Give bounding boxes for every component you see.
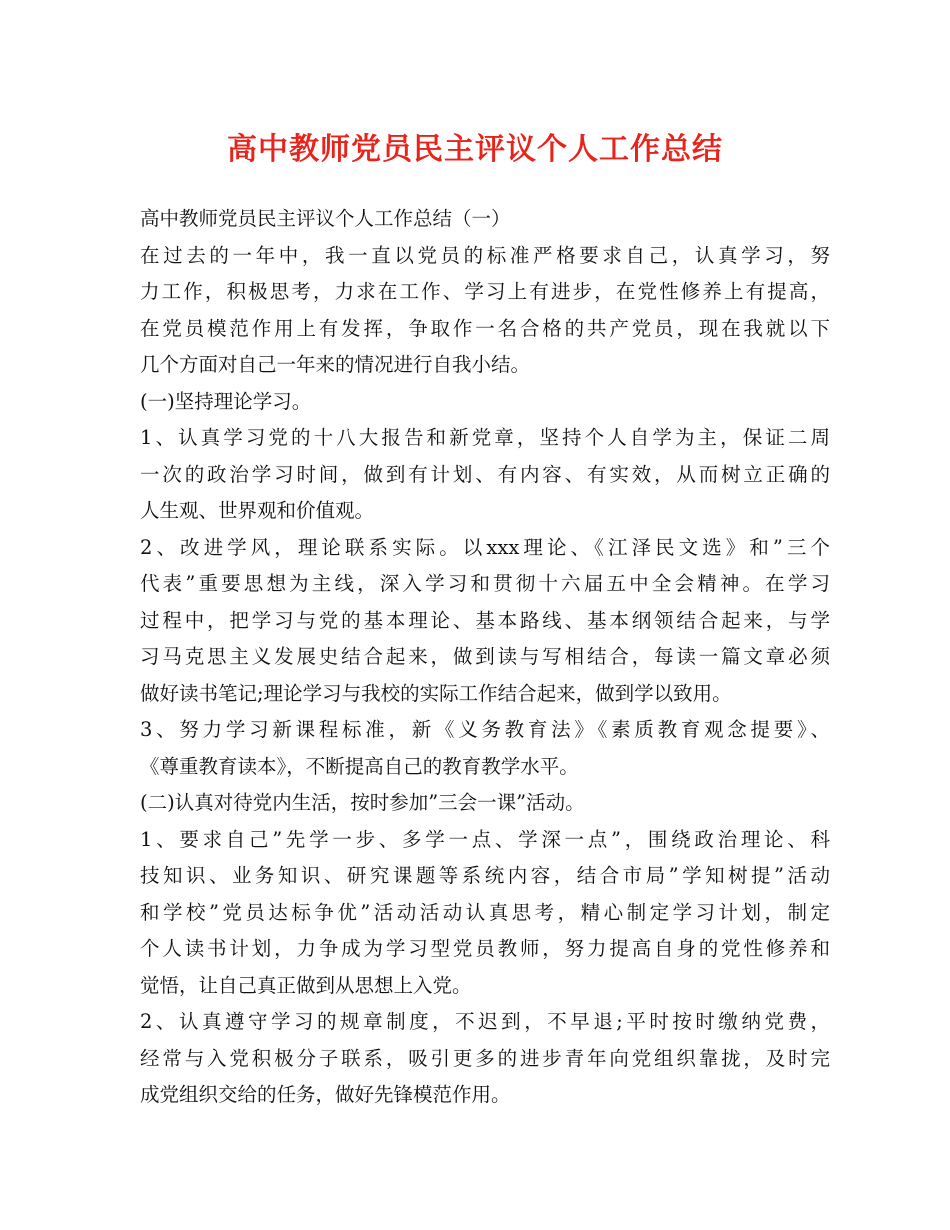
text-line: 在过去的一年中，我一直以党员的标准严格要求自己，认真学习，努 xyxy=(140,243,830,267)
text-line: (一)坚持理论学习。 xyxy=(140,389,312,413)
text-line: 在党员模范作用上有发挥，争取作一名合格的共产党员，现在我就以下 xyxy=(140,316,830,340)
text-line: 1、认真学习党的十八大报告和新党章，坚持个人自学为主，保证二周 xyxy=(140,426,830,449)
text-line: 做好读书笔记;理论学习与我校的实际工作结合起来，做到学以致用。 xyxy=(140,681,732,705)
text-line: 2、改进学风，理论联系实际。以xxx理论、《江泽民文选》和”三个 xyxy=(140,535,830,559)
text-line: 《尊重教育读本》，不断提高自己的教育教学水平。 xyxy=(140,754,579,778)
text-line: 高中教师党员民主评议个人工作总结（一） xyxy=(140,207,511,230)
text-line: 代表”重要思想为主线，深入学习和贯彻十六届五中全会精神。在学习 xyxy=(140,572,830,595)
text-line: 觉悟，让自己真正做到从思想上入党。 xyxy=(140,973,472,997)
text-line: 经常与入党积极分子联系，吸引更多的进步青年向党组织靠拢，及时完 xyxy=(140,1046,830,1070)
text-line: 一次的政治学习时间，做到有计划、有内容、有实效，从而树立正确的 xyxy=(140,462,830,486)
text-line: 成党组织交给的任务，做好先锋模范作用。 xyxy=(140,1083,511,1106)
document-body xyxy=(140,201,830,1114)
text-line: 几个方面对自己一年来的情况进行自我小结。 xyxy=(140,353,531,376)
document-title: 高中教师党员民主评议个人工作总结 xyxy=(227,132,723,167)
text-line: 力工作，积极思考，力求在工作、学习上有进步，在党性修养上有提高， xyxy=(140,280,830,303)
text-line: 和学校”党员达标争优”活动活动认真思考，精心制定学习计划，制定 xyxy=(140,900,830,924)
text-line: 3、努力学习新课程标准，新《义务教育法》《素质教育观念提要》、 xyxy=(140,718,830,741)
text-line: 人生观、世界观和价值观。 xyxy=(140,499,375,522)
text-line: 技知识、业务知识、研究课题等系统内容，结合市局”学知树提”活动 xyxy=(140,864,830,887)
text-line: (二)认真对待党内生活，按时参加”三会一课”活动。 xyxy=(140,791,585,814)
text-line: 过程中，把学习与党的基本理论、基本路线、基本纲领结合起来，与学 xyxy=(140,608,830,632)
text-line: 个人读书计划，力争成为学习型党员教师，努力提高自身的党性修养和 xyxy=(140,937,830,960)
text-line: 习马克思主义发展史结合起来，做到读与写相结合，每读一篇文章必须 xyxy=(140,645,830,668)
text-line: 2、认真遵守学习的规章制度，不迟到，不早退;平时按时缴纳党费， xyxy=(140,1010,830,1033)
text-line: 1、要求自己”先学一步、多学一点、学深一点”，围绕政治理论、科 xyxy=(140,827,830,851)
